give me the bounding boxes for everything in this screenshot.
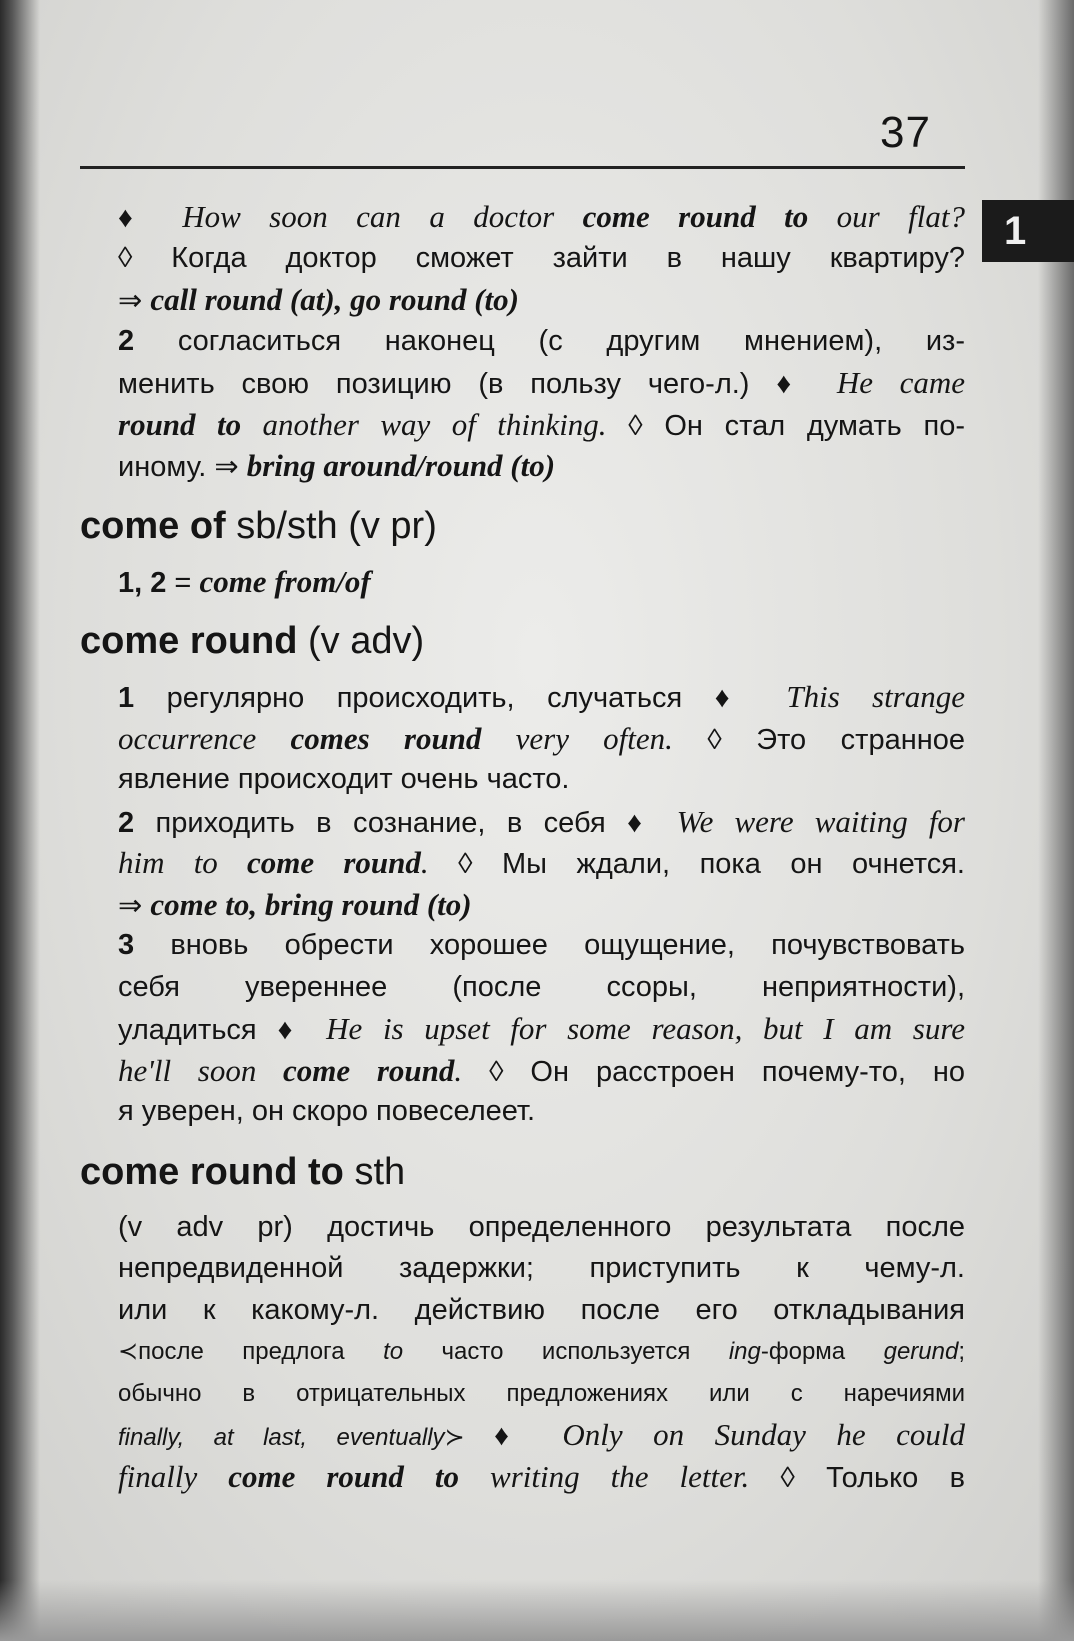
text-line: ◊ Когда доктор сможет зайти в нашу квартиру? xyxy=(118,241,965,274)
text-line: 3 вновь обрести хорошее ощущение, почувствовать xyxy=(118,929,965,961)
text-line: finally, at last, eventually≻ ♦ Only on Sunday he could xyxy=(118,1417,965,1452)
page-number: 37 xyxy=(880,108,931,157)
text-line: ♦ How soon can a doctor come round to our flat? xyxy=(118,199,966,234)
headword-come-round: come round (v adv) xyxy=(80,620,425,662)
text-line: иному. ⇒ bring around/round (to) xyxy=(118,448,556,483)
text-line: 1, 2 = come from/of xyxy=(118,563,371,599)
text-line: уладиться ♦ He is upset for some reason, but I am sure xyxy=(118,1011,965,1046)
text-line: finally come round to writing the letter. ◊ Только в xyxy=(118,1458,965,1494)
entry-continuation xyxy=(80,196,965,487)
text-line: 2 согласиться наконец (с другим мнением), из- xyxy=(118,324,965,357)
text-line: ⇒ call round (at), go round (to) xyxy=(118,282,519,317)
text-line: или к какому-л. действию после его откладывания xyxy=(118,1293,965,1326)
entry-come-of xyxy=(80,561,965,603)
text-line: 2 приходить в сознание, в себя ♦ We were waiting for xyxy=(118,803,965,839)
text-line: менить свою позицию (в пользу чего-л.) ♦ He came xyxy=(118,365,965,400)
entry-come-round xyxy=(80,676,965,1133)
text-line: явление происходит очень часто. xyxy=(118,763,570,795)
text-line: 1 регулярно происходить, случаться ♦ This strange xyxy=(118,679,966,714)
entry-come-round-to xyxy=(80,1207,965,1498)
text-line: occurrence comes round very often. ◊ Это странное xyxy=(118,720,966,756)
headword-come-round-to: come round to sth xyxy=(80,1150,406,1193)
text-line: round to another way of thinking. ◊ Он стал думать по- xyxy=(118,406,965,442)
binding-shadow xyxy=(0,0,40,1641)
text-line: ⇒ come to, bring round (to) xyxy=(118,886,472,922)
headword-come-of: come of sb/sth (v pr) xyxy=(80,504,437,547)
header-rule xyxy=(80,166,965,169)
edge-shadow-bottom xyxy=(0,1580,1074,1641)
text-line: (v adv pr) достичь определенного результата после xyxy=(118,1210,965,1243)
chapter-tab: 1 xyxy=(982,200,1074,262)
dictionary-content xyxy=(80,196,965,1497)
text-line: я уверен, он скоро повеселеет. xyxy=(118,1095,536,1127)
text-line: непредвиденной задержки; приступить к чему-л. xyxy=(118,1252,965,1284)
text-line: him to come round. ◊ Мы ждали, пока он очнется. xyxy=(118,845,965,880)
usage-note-line: обычно в отрицательных предложениях или с наречиями xyxy=(118,1379,965,1407)
text-line: he'll soon come round. ◊ Он расстроен почему-то, но xyxy=(118,1052,966,1088)
usage-note-line: ≺после предлога to часто используется ing-форма gerund; xyxy=(118,1338,965,1365)
text-line: себя увереннее (после ссоры, неприятности), xyxy=(118,970,965,1003)
